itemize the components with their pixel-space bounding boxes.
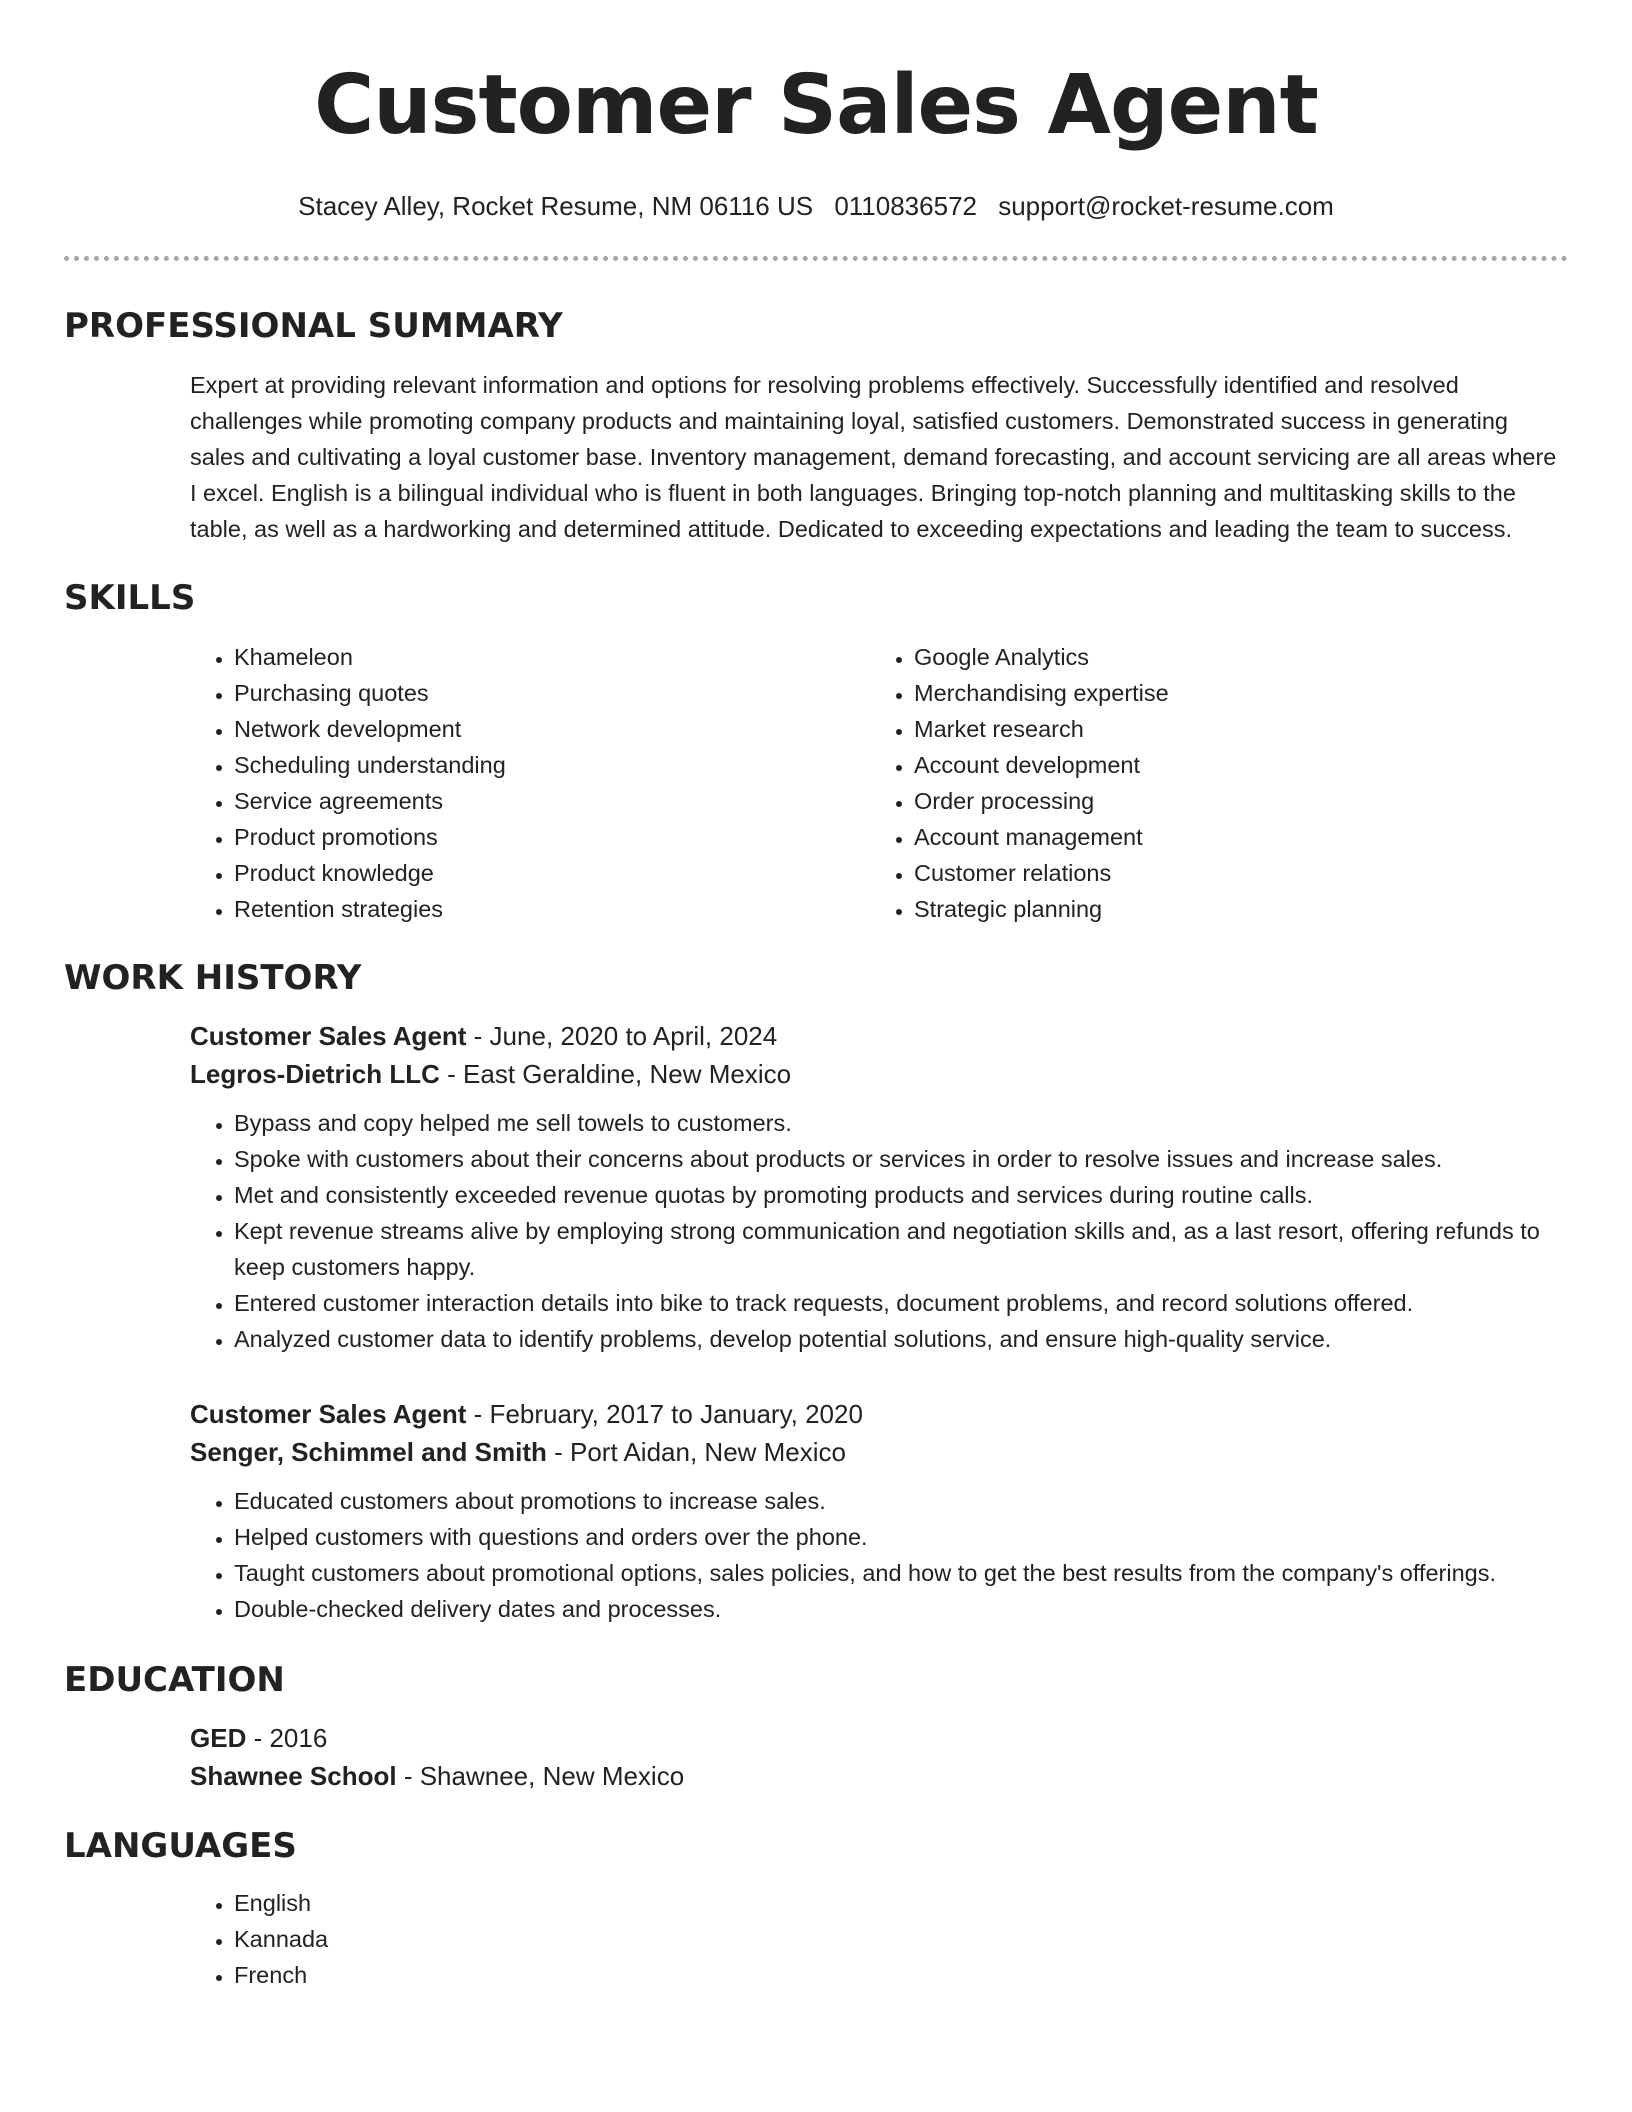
skill-item: • Strategic planning bbox=[914, 891, 1550, 927]
job-bullet: • Educated customers about promotions to increase sales. bbox=[234, 1483, 1568, 1519]
languages-list bbox=[190, 1885, 1568, 1993]
job-bullet: • Bypass and copy helped me sell towels to customers. bbox=[234, 1105, 1568, 1141]
skill-item: • Customer relations bbox=[914, 855, 1550, 891]
job-bullet: • Met and consistently exceeded revenue quotas by promoting products and services during routine calls. bbox=[234, 1177, 1568, 1213]
job-dates: - June, 2020 to April, 2024 bbox=[466, 1021, 778, 1051]
contact-address: Stacey Alley, Rocket Resume, NM 06116 US bbox=[298, 191, 814, 221]
job-location: - East Geraldine, New Mexico bbox=[439, 1059, 792, 1089]
skill-item: • Account management bbox=[914, 819, 1550, 855]
header-divider bbox=[64, 256, 1568, 261]
contact-email: support@rocket-resume.com bbox=[998, 191, 1334, 221]
job-entry bbox=[190, 1395, 1568, 1627]
education-year: - 2016 bbox=[246, 1723, 328, 1753]
contact-phone: 0110836572 bbox=[834, 191, 977, 221]
language-item: • Kannada bbox=[234, 1921, 1568, 1957]
skill-item: • Order processing bbox=[914, 783, 1550, 819]
job-bullets bbox=[190, 1483, 1568, 1627]
job-role: Customer Sales Agent bbox=[190, 1399, 467, 1429]
job-role: Customer Sales Agent bbox=[190, 1021, 467, 1051]
skill-item: • Product knowledge bbox=[234, 855, 870, 891]
candidate-title: Customer Sales Agent bbox=[314, 58, 1318, 153]
skill-item: • Account development bbox=[914, 747, 1550, 783]
language-item: • French bbox=[234, 1957, 1568, 1993]
skill-item: • Product promotions bbox=[234, 819, 870, 855]
skills-section bbox=[64, 577, 1568, 927]
resume-header bbox=[64, 0, 1568, 261]
job-dates: - February, 2017 to January, 2020 bbox=[466, 1399, 863, 1429]
skill-item: • Service agreements bbox=[234, 783, 870, 819]
contact-line bbox=[64, 190, 1568, 222]
skill-item: • Google Analytics bbox=[914, 639, 1550, 675]
job-bullet: • Analyzed customer data to identify problems, develop potential solutions, and ensure high-quality service. bbox=[234, 1321, 1568, 1357]
summary-heading: PROFESSIONAL SUMMARY bbox=[64, 306, 563, 346]
language-item: • English bbox=[234, 1885, 1568, 1921]
job-location: - Port Aidan, New Mexico bbox=[546, 1437, 847, 1467]
work-history-section bbox=[64, 957, 1568, 1627]
skills-grid bbox=[64, 639, 1568, 927]
education-location: - Shawnee, New Mexico bbox=[396, 1761, 685, 1791]
languages-heading: LANGUAGES bbox=[64, 1826, 297, 1866]
skills-column-left bbox=[190, 639, 870, 927]
job-bullet: • Helped customers with questions and orders over the phone. bbox=[234, 1519, 1568, 1555]
job-role-line bbox=[190, 1395, 1568, 1433]
education-school: Shawnee School bbox=[190, 1761, 397, 1791]
skills-heading: SKILLS bbox=[64, 578, 196, 618]
skill-item: • Scheduling understanding bbox=[234, 747, 870, 783]
education-degree: GED bbox=[190, 1723, 247, 1753]
job-company: Senger, Schimmel and Smith bbox=[190, 1437, 547, 1467]
education-school-line bbox=[190, 1757, 1568, 1795]
work-history-heading: WORK HISTORY bbox=[64, 958, 362, 998]
skill-item: • Retention strategies bbox=[234, 891, 870, 927]
education-section bbox=[64, 1659, 1568, 1795]
job-company-line bbox=[190, 1055, 1568, 1093]
summary-section bbox=[64, 305, 1568, 547]
skill-item: • Network development bbox=[234, 711, 870, 747]
skill-item: • Purchasing quotes bbox=[234, 675, 870, 711]
job-company: Legros-Dietrich LLC bbox=[190, 1059, 440, 1089]
skills-column-right bbox=[870, 639, 1550, 927]
job-company-line bbox=[190, 1433, 1568, 1471]
job-bullet: • Double-checked delivery dates and processes. bbox=[234, 1591, 1568, 1627]
skill-item: • Market research bbox=[914, 711, 1550, 747]
job-bullet: • Entered customer interaction details into bike to track requests, document problems, and record solutions offered. bbox=[234, 1285, 1568, 1321]
education-heading: EDUCATION bbox=[64, 1660, 285, 1700]
job-bullets bbox=[190, 1105, 1568, 1357]
education-degree-line bbox=[190, 1719, 1568, 1757]
job-entry bbox=[190, 1017, 1568, 1357]
job-bullet: • Taught customers about promotional options, sales policies, and how to get the best results from the company's offerings. bbox=[234, 1555, 1568, 1591]
job-bullet: • Kept revenue streams alive by employing strong communication and negotiation skills and, as a last resort, offering refunds to keep customers happy. bbox=[234, 1213, 1568, 1285]
skill-item: • Merchandising expertise bbox=[914, 675, 1550, 711]
job-role-line bbox=[190, 1017, 1568, 1055]
skill-item: • Khameleon bbox=[234, 639, 870, 675]
languages-section bbox=[64, 1825, 1568, 1993]
job-bullet: • Spoke with customers about their concerns about products or services in order to resolve issues and increase sales. bbox=[234, 1141, 1568, 1177]
summary-text: Expert at providing relevant information and options for resolving problems effectively. Successfully identified and resolved challenges while promoting company products and maintaining loyal, satisfied customers. Demonstrated success in generating sales and cultivating a loyal customer base. Inventory management, demand forecasting, and account servicing are all areas where I excel. English is a bilingual individual who is fluent in both languages. Bringing top-notch planning and multitasking skills to the table, as well as a hardworking and determined attitude. Dedicated to exceeding expectations and leading the team to success. bbox=[190, 372, 1557, 542]
